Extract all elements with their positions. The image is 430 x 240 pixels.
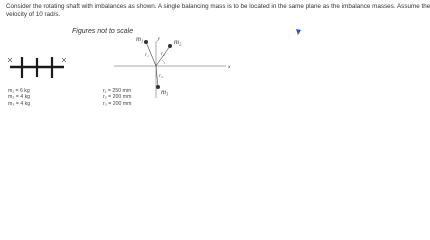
bearing-left bbox=[8, 58, 12, 62]
label-r1: r₁ bbox=[145, 53, 149, 58]
problem-line-1: Consider the rotating shaft with imbalances as shown. A single balancing mass is to be located in the same plane as the imbalance masses. Assume the bbox=[6, 3, 430, 10]
problem-line-2: velocity of 10 rad/s. bbox=[6, 11, 61, 19]
label-x-axis: x bbox=[228, 64, 231, 70]
radius-value-r2: r₂ = 200 mm bbox=[103, 94, 132, 101]
figure-note: Figures not to scale bbox=[72, 28, 134, 35]
label-m1: m₁ bbox=[136, 35, 144, 43]
end-view bbox=[114, 35, 231, 98]
mass-value-m2: m₂ = 4 kg bbox=[8, 94, 31, 101]
r3-line bbox=[156, 66, 158, 87]
cursor-arrow-icon bbox=[296, 29, 301, 35]
radius-value-r1: r₁ = 250 mm bbox=[103, 88, 132, 94]
label-y-axis: y bbox=[157, 36, 160, 42]
mass-m3-dot bbox=[156, 85, 160, 89]
label-m2: m₂ bbox=[174, 38, 182, 46]
radius-values bbox=[103, 88, 132, 107]
label-m3: m₃ bbox=[161, 88, 169, 96]
mass-m1-dot bbox=[144, 40, 148, 44]
shaft-side-view bbox=[8, 57, 66, 78]
mass-value-m1: m₁ = 6 kg bbox=[8, 88, 30, 94]
label-r3: r₃ bbox=[159, 74, 163, 79]
bearing-right bbox=[62, 58, 66, 62]
mass-values bbox=[8, 88, 30, 107]
mass-value-m3: m₃ = 4 kg bbox=[8, 100, 31, 107]
figure bbox=[0, 0, 430, 114]
radius-value-r3: r₃ = 200 mm bbox=[103, 100, 132, 107]
mass-m2-dot bbox=[168, 44, 172, 48]
angle-arc bbox=[162, 60, 165, 64]
label-r2: r₂ bbox=[161, 52, 165, 57]
